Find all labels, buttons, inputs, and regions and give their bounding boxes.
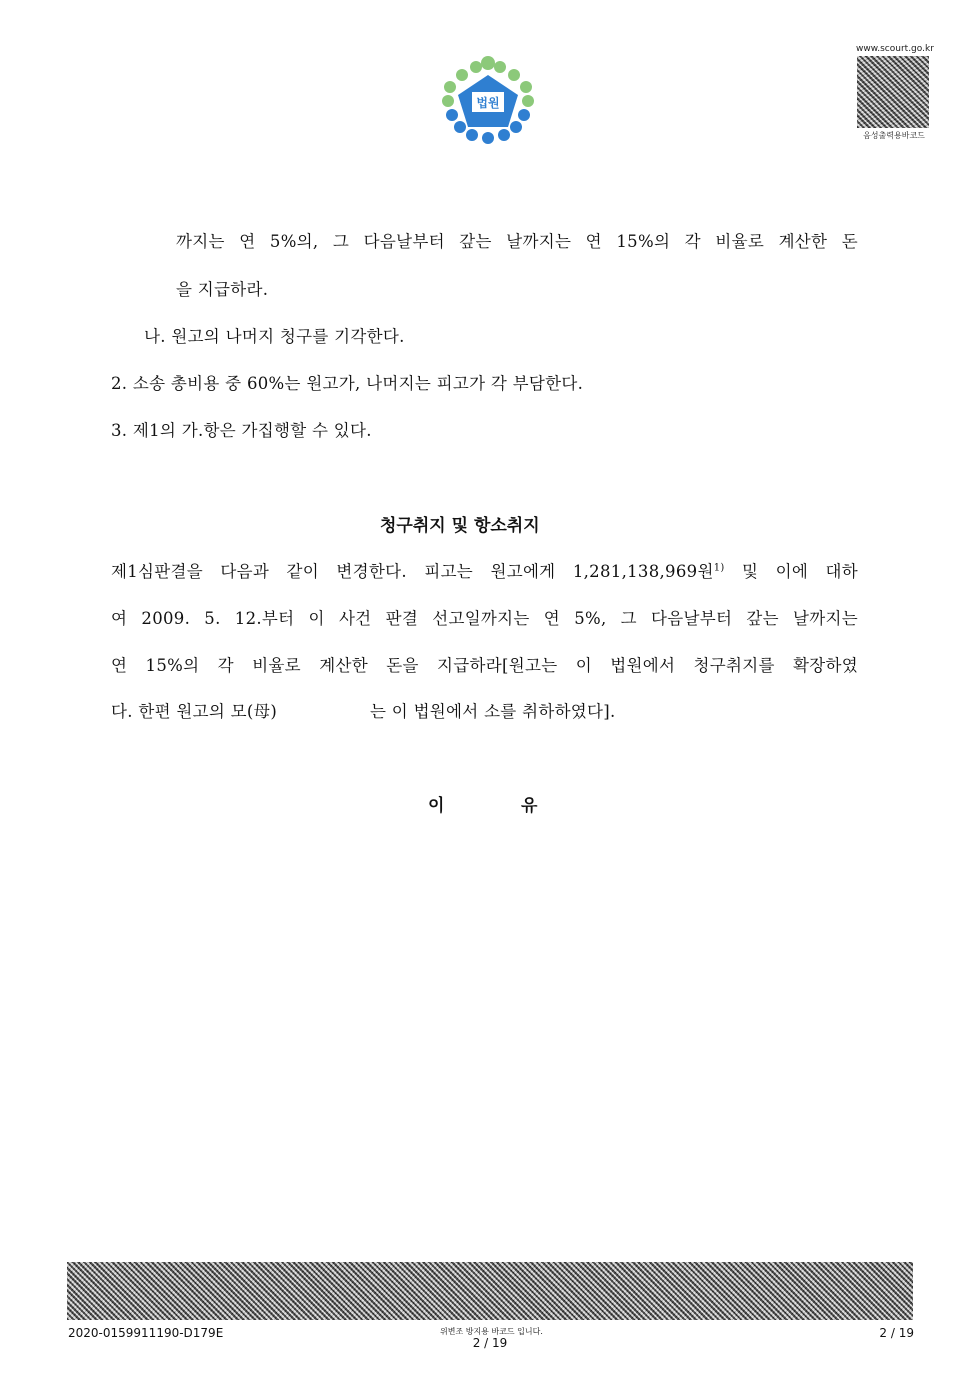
body-line-1: 까지는 연 5%의, 그 다음날부터 갚는 날까지는 연 15%의 각 비율로 계산한 돈	[176, 232, 858, 251]
barcode-notice: 위변조 방지용 바코드 입니다.	[440, 1327, 543, 1336]
body-line-5: 3. 제1의 가.항은 가집행할 수 있다.	[111, 421, 372, 440]
anti-forgery-barcode	[67, 1262, 913, 1320]
reason-title-char-2: 유	[521, 796, 538, 816]
claim-line-1-text: 제1심판결을 다음과 같이 변경한다. 피고는 원고에게 1,281,138,969원	[111, 562, 714, 581]
qr-url-text: www.scourt.go.kr	[856, 44, 934, 54]
qr-code-image	[857, 56, 929, 128]
court-seal-logo	[438, 55, 538, 145]
claim-line-3: 연 15%의 각 비율로 계산한 돈을 지급하라[원고는 이 법원에서 청구취지를 확장하였	[111, 656, 858, 675]
page-number-right: 2 / 19	[879, 1326, 914, 1340]
claim-line-4-part2: 는 이 법원에서 소를 취하하였다].	[370, 702, 616, 721]
section-title: 청구취지 및 항소취지	[380, 516, 540, 536]
body-line-2: 을 지급하라.	[176, 280, 269, 299]
page-number-center: 2 / 19	[472, 1336, 508, 1350]
claim-line-2: 여 2009. 5. 12.부터 이 사건 판결 선고일까지는 연 5%, 그 다음날부터 갚는 날까지는	[111, 609, 858, 628]
qr-caption: 음성출력용바코드	[863, 131, 925, 140]
body-line-4: 2. 소송 총비용 중 60%는 원고가, 나머지는 피고가 각 부담한다.	[111, 374, 584, 393]
claim-line-4-part1: 다. 한편 원고의 모(母)	[111, 702, 278, 721]
seal-text: 법원	[476, 96, 500, 110]
claim-line-1-tail: 및 이에 대하	[724, 562, 858, 581]
footnote-ref: 1)	[713, 562, 725, 574]
claim-line-1	[111, 558, 858, 582]
reason-title-char-1: 이	[428, 796, 445, 816]
body-line-3: 나. 원고의 나머지 청구를 기각한다.	[144, 327, 405, 346]
document-id: 2020-0159911190-D179E	[68, 1326, 224, 1340]
